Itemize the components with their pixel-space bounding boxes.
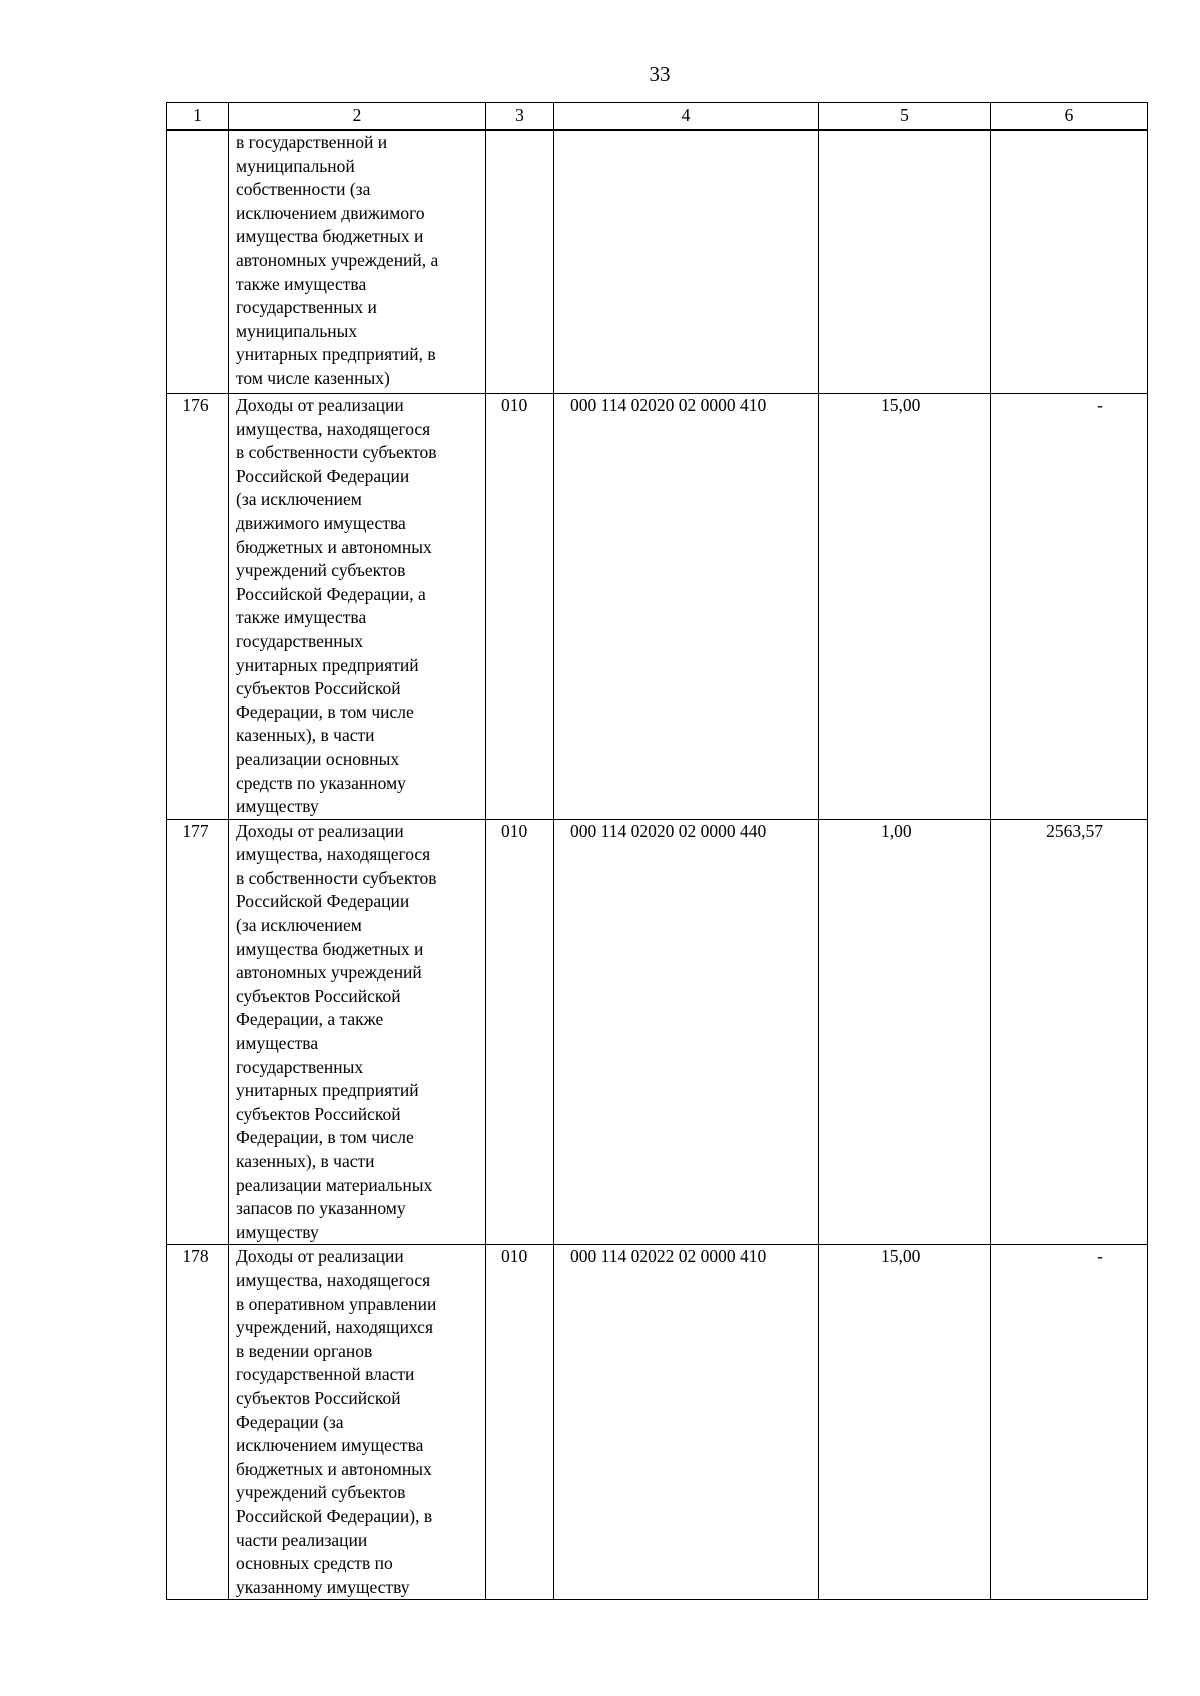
column-header-3: 3 bbox=[486, 103, 554, 131]
row-fact-value bbox=[991, 130, 1148, 394]
row-kbk-code bbox=[554, 130, 819, 394]
row-description: Доходы от реализации имущества, находящегося в собственности субъектов Российской Федерации (за исключением движимого имущества бюджетных и автономных учреждений субъектов Российской Федерации, а также имущества государственных унитарных предприятий субъектов Российской Федерации, в том числе казенных), в части реализации основных средств по указанному имуществу bbox=[229, 394, 486, 820]
table-row bbox=[167, 1245, 1148, 1600]
column-header-6: 6 bbox=[991, 103, 1148, 131]
table-row bbox=[167, 394, 1148, 820]
table-row bbox=[167, 819, 1148, 1245]
row-description: Доходы от реализации имущества, находящегося в оперативном управлении учреждений, находящихся в ведении органов государственной власти субъектов Российской Федерации (за исключением имущества бюджетных и автономных учреждений субъектов Российской Федерации), в части реализации основных средств по указанному имуществу bbox=[229, 1245, 486, 1600]
page-number: 33 bbox=[649, 62, 671, 86]
row-plan-value: 15,00 bbox=[819, 394, 991, 820]
column-header-4: 4 bbox=[554, 103, 819, 131]
column-header-1: 1 bbox=[167, 103, 229, 131]
row-description: в государственной и муниципальной собственности (за исключением движимого имущества бюджетных и автономных учреждений, а также имущества государственных и муниципальных унитарных предприятий, в том числе казенных) bbox=[229, 130, 486, 394]
table-header-row bbox=[167, 103, 1148, 131]
row-number: 178 bbox=[167, 1245, 229, 1600]
row-number: 177 bbox=[167, 819, 229, 1245]
row-admin-code: 010 bbox=[486, 394, 554, 820]
row-admin-code: 010 bbox=[486, 1245, 554, 1600]
row-kbk-code: 000 114 02022 02 0000 410 bbox=[554, 1245, 819, 1600]
row-number: 176 bbox=[167, 394, 229, 820]
row-number bbox=[167, 130, 229, 394]
row-kbk-code: 000 114 02020 02 0000 410 bbox=[554, 394, 819, 820]
row-fact-value: - bbox=[991, 394, 1148, 820]
column-header-5: 5 bbox=[819, 103, 991, 131]
row-admin-code bbox=[486, 130, 554, 394]
revenue-table bbox=[166, 102, 1148, 1600]
row-kbk-code: 000 114 02020 02 0000 440 bbox=[554, 819, 819, 1245]
row-fact-value: 2563,57 bbox=[991, 819, 1148, 1245]
table-row bbox=[167, 130, 1148, 394]
row-admin-code: 010 bbox=[486, 819, 554, 1245]
row-fact-value: - bbox=[991, 1245, 1148, 1600]
row-description: Доходы от реализации имущества, находящегося в собственности субъектов Российской Федерации (за исключением имущества бюджетных и автономных учреждений субъектов Российской Федерации, а также имущества государственных унитарных предприятий субъектов Российской Федерации, в том числе казенных), в части реализации материальных запасов по указанному имуществу bbox=[229, 819, 486, 1245]
row-plan-value: 1,00 bbox=[819, 819, 991, 1245]
row-plan-value: 15,00 bbox=[819, 1245, 991, 1600]
row-plan-value bbox=[819, 130, 991, 394]
column-header-2: 2 bbox=[229, 103, 486, 131]
